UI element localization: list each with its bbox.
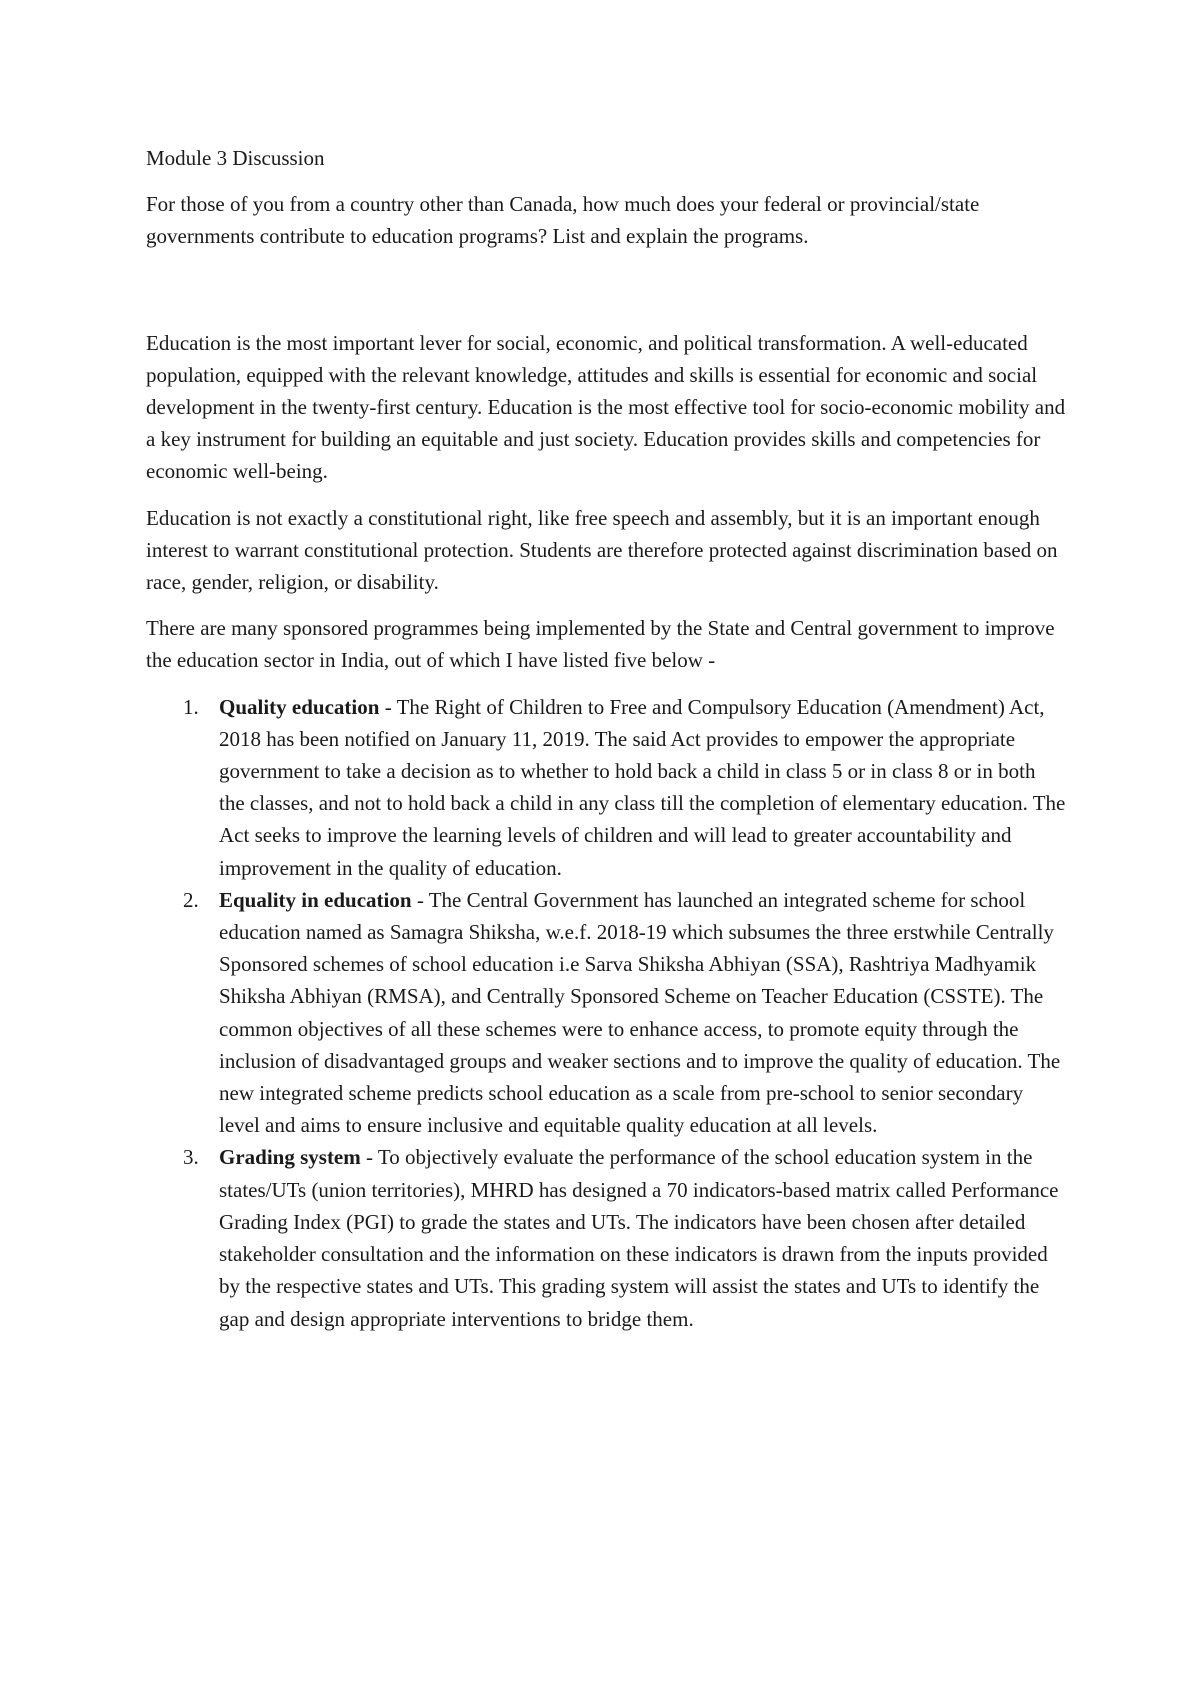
document-page xyxy=(146,142,1066,1335)
paragraph-constitutional: Education is not exactly a constitutional right, like free speech and assembly, but it is an important enough interest to warrant constitutional protection. Students are therefore protected against discrimination based on race, gender, religion, or disability. xyxy=(146,505,1058,595)
paragraph-programmes: There are many sponsored programmes being implemented by the State and Central government to improve the education sector in India, out of which I have listed five below - xyxy=(146,616,1055,673)
program-text: The Central Government has launched an integrated scheme for school education named as Samagra Shiksha, w.e.f. 2018-19 which subsumes the three erstwhile Centrally Sponsored schemes of school education i.e Sarva Shiksha Abhiyan (SSA), Rashtriya Madhyamik Shiksha Abhiyan (RMSA), and Centrally Sponsored Scheme on Teacher Education (CSSTE). The common objectives of all these schemes were to enhance access, to promote equity through the inclusion of disadvantaged groups and weaker sections and to improve the quality of education. The new integrated scheme predicts school education as a scale from pre-school to senior secondary level and aims to ensure inclusive and equitable quality education at all levels. xyxy=(219,887,1061,1138)
paragraph-intro: Education is the most important lever for social, economic, and political transformation. A well-educated population, equipped with the relevant knowledge, attitudes and skills is essential for economic and social development in the twenty-first century. Education is the most effective tool for socio-economic mobility and a key instrument for building an equitable and just society. Education provides skills and competencies for economic well-being. xyxy=(146,330,1066,484)
list-item xyxy=(219,884,1066,1142)
program-list xyxy=(146,691,1066,1335)
program-text: To objectively evaluate the performance of the school education system in the states/UTs (union territories), MHRD has designed a 70 indicators-based matrix called Performance Grading Index (PGI) to grade the states and UTs. The indicators have been chosen after detailed stakeholder consultation and the information on these indicators is drawn from the inputs provided by the respective states and UTs. This grading system will assist the states and UTs to identify the gap and design appropriate interventions to bridge them. xyxy=(219,1145,1059,1331)
program-separator: - xyxy=(379,694,397,719)
program-title: Quality education xyxy=(219,694,380,719)
program-title: Grading system xyxy=(219,1145,361,1170)
list-item xyxy=(219,691,1066,884)
list-item xyxy=(219,1141,1066,1334)
program-separator: - xyxy=(360,1145,378,1170)
program-title: Equality in education xyxy=(219,887,412,912)
program-text: The Right of Children to Free and Compulsory Education (Amendment) Act, 2018 has been notified on January 11, 2019. The said Act provides to empower the appropriate government to take a decision as to whether to hold back a child in class 5 or in class 8 or in both the classes, and not to hold back a child in any class till the completion of elementary education. The Act seeks to improve the learning levels of children and will lead to greater accountability and improvement in the quality of education. xyxy=(219,694,1066,880)
program-separator: - xyxy=(411,887,429,912)
blank-space xyxy=(146,253,1066,327)
discussion-question: For those of you from a country other than Canada, how much does your federal or provincial/state governments contribute to education programs? List and explain the programs. xyxy=(146,192,980,249)
document-title: Module 3 Discussion xyxy=(146,146,325,170)
